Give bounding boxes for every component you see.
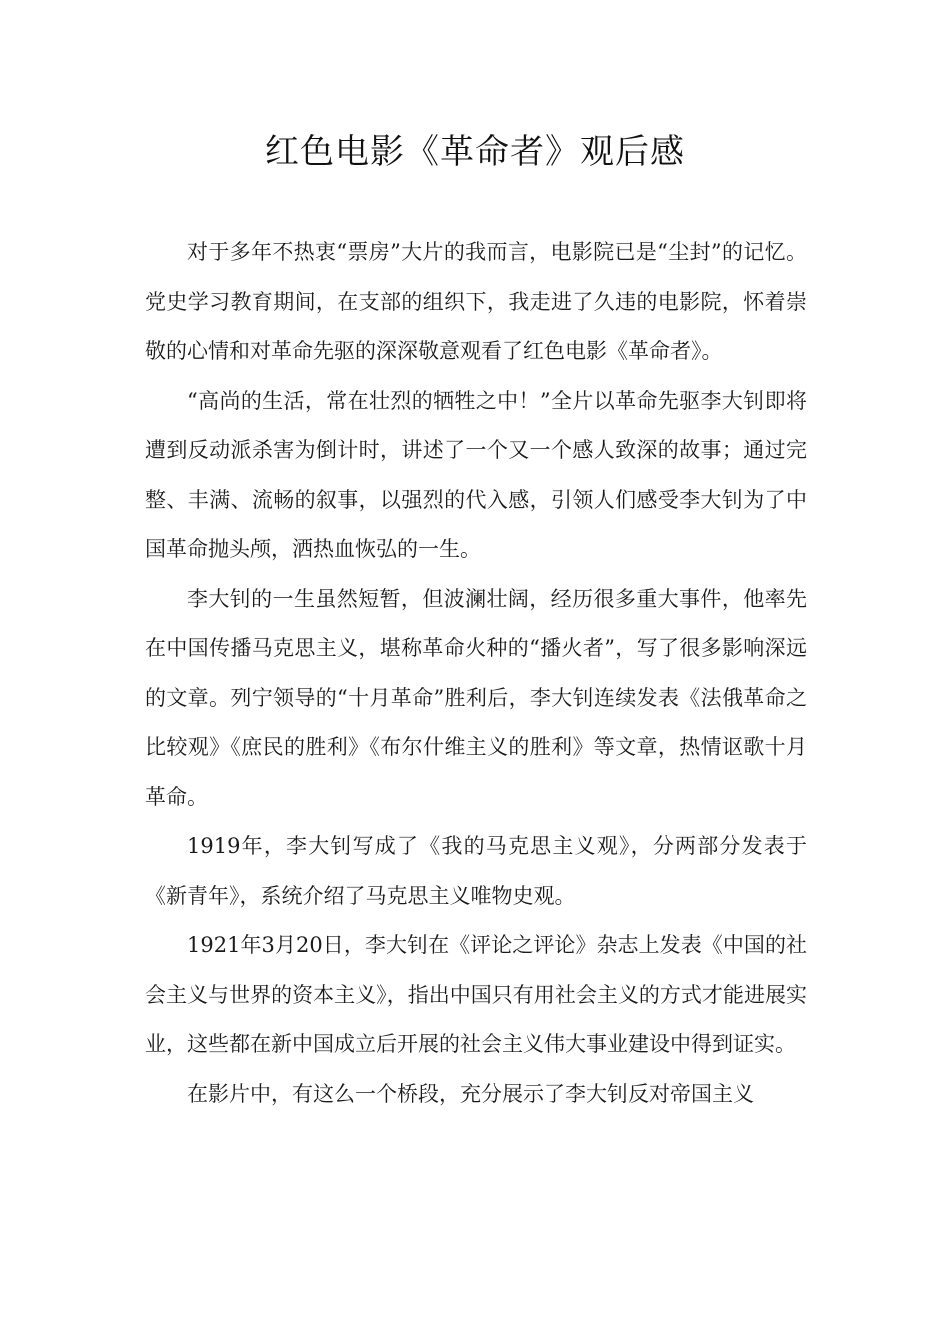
- paragraph: 李大钊的一生虽然短暂，但波澜壮阔，经历很多重大事件，他率先在中国传播马克思主义，堪称革命火种的“播火者”，写了很多影响深远的文章。列宁领导的“十月革命”胜利后，李大钊连续发表《法俄革命之比较观》《庶民的胜利》《布尔什维主义的胜利》等文章，热情讴歌十月革命。: [145, 586, 807, 809]
- paragraph: 对于多年不热衷“票房”大片的我而言，电影院已是“尘封”的记忆。党史学习教育期间，在支部的组织下，我走进了久违的电影院，怀着崇敬的心情和对革命先驱的深深敬意观看了红色电影《革命者》。: [145, 240, 807, 363]
- document-title: 红色电影《革命者》观后感: [265, 132, 685, 172]
- paragraph: 1921年3月20日，李大钊在《评论之评论》杂志上发表《中国的社会主义与世界的资本主义》，指出中国只有用社会主义的方式才能进展实业，这些都在新中国成立后开展的社会主义伟大事业建设中得到证实。: [145, 933, 807, 1056]
- document-body: [145, 228, 807, 1119]
- paragraph: 在影片中，有这么一个桥段，充分展示了李大钊反对帝国主义: [187, 1081, 754, 1106]
- paragraph: 1919年，李大钊写成了《我的马克思主义观》，分两部分发表于《新青年》，系统介绍了马克思主义唯物史观。: [145, 834, 807, 908]
- paragraph: “高尚的生活，常在壮烈的牺牲之中！”全片以革命先驱李大钊即将遭到反动派杀害为倒计时，讲述了一个又一个感人致深的故事；通过完整、丰满、流畅的叙事，以强烈的代入感，引领人们感受李大钊为了中国革命抛头颅，洒热血恢弘的一生。: [145, 388, 807, 561]
